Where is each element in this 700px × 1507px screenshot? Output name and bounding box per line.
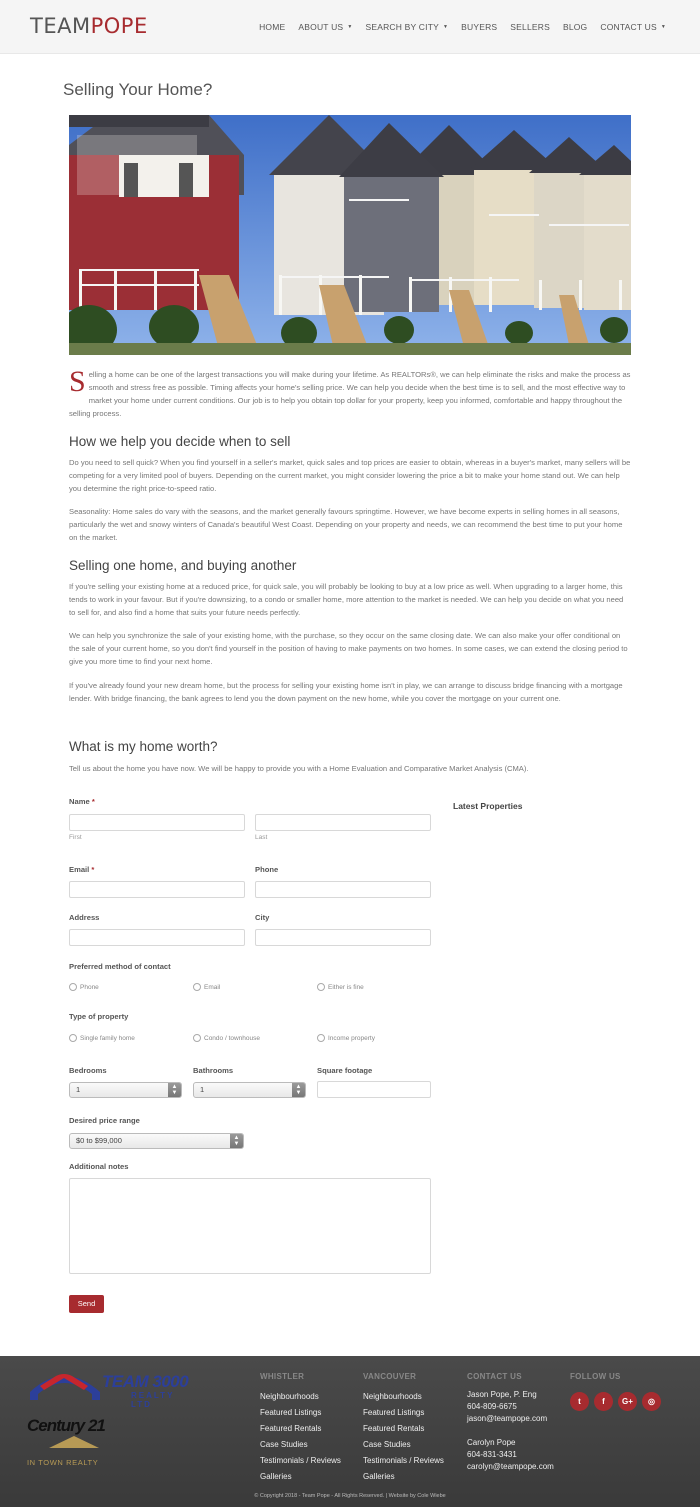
select-arrows-icon: ▲ ▼ bbox=[230, 1134, 243, 1148]
logo-text-team: TEAM bbox=[30, 14, 91, 38]
section2-paragraph-3: If you've already found your new dream home, but the process for selling your existing home isn't in play, we can arrange to discuss bridge financing with a mortgage lender. With bridge financing, the bank agrees to lend you the down payment on the new home, while you cover the mortgage on your current one. bbox=[69, 681, 623, 703]
radio-circle[interactable] bbox=[193, 983, 201, 991]
section2-paragraph-1: If you're selling your existing home at a reduced price, for quick sale, you will probably be looking to buy at a low price as well. When upgrading to a larger home, this tends to work in your favour. But if you're downsizing, to a condo or smaller home, more attention to the market is needed. We can help you decide on what you need to sell for, and also find a home that suits your future needs perfectly. bbox=[69, 582, 624, 617]
required-mark: * bbox=[91, 797, 95, 806]
notes-label: Additional notes bbox=[69, 1162, 129, 1171]
label-text: Name bbox=[69, 797, 90, 806]
first-name-input[interactable] bbox=[69, 814, 245, 831]
nav-label: SEARCH BY CITY bbox=[365, 22, 439, 32]
site-header bbox=[0, 0, 700, 54]
footer-heading-follow: FOLLOW US bbox=[570, 1372, 621, 1381]
radio-label: Either is fine bbox=[328, 983, 364, 991]
sqft-input[interactable] bbox=[317, 1081, 431, 1098]
caret-down-icon: ▼ bbox=[442, 24, 449, 30]
address-input[interactable] bbox=[69, 929, 245, 946]
select-value: $0 to $99,000 bbox=[76, 1136, 122, 1145]
radio-contact-email[interactable] bbox=[193, 983, 220, 991]
bedrooms-select[interactable] bbox=[69, 1082, 182, 1098]
footer-col-whistler bbox=[260, 1369, 341, 1485]
email-label bbox=[69, 865, 94, 874]
section2-paragraph-2: We can help you synchronize the sale of your existing home, with the purchase, so they occur on the same closing date. We can also make your offer conditional on the sale of your current home, so you don't find yourself in the position of having to make payments on two homes. In some cases, we can extend the closing period to give you more time to find your next home. bbox=[69, 631, 628, 666]
footer-link[interactable]: Neighbourhoods bbox=[363, 1392, 422, 1401]
radio-property-income[interactable] bbox=[317, 1034, 375, 1042]
copyright-text: © Copyright 2018 - Team Pope - All Rights Reserved. | Website by Cole Wiebe bbox=[254, 1493, 446, 1499]
contact1-phone[interactable]: 604-809-6675 bbox=[467, 1402, 517, 1411]
footer-heading-vancouver: VANCOUVER bbox=[363, 1372, 417, 1381]
radio-label: Email bbox=[204, 983, 221, 991]
contact2-email[interactable]: carolyn@teampope.com bbox=[467, 1462, 554, 1471]
dropcap: S bbox=[69, 365, 86, 398]
nav-label: SELLERS bbox=[510, 22, 550, 32]
footer-link[interactable]: Case Studies bbox=[363, 1440, 411, 1449]
instagram-icon[interactable]: ◎ bbox=[642, 1392, 661, 1411]
footer-col-vancouver bbox=[363, 1369, 444, 1485]
logo-text-pope: POPE bbox=[90, 14, 148, 38]
contact1-email[interactable]: jason@teampope.com bbox=[467, 1414, 548, 1423]
radio-label: Income property bbox=[328, 1034, 375, 1042]
bathrooms-select[interactable] bbox=[193, 1082, 306, 1098]
radio-contact-phone[interactable] bbox=[69, 983, 99, 991]
google-plus-icon[interactable]: G+ bbox=[618, 1392, 637, 1411]
brand1-text: TEAM 3000 bbox=[102, 1372, 189, 1391]
section-title-when-to-sell: How we help you decide when to sell bbox=[69, 434, 291, 449]
radio-label: Condo / townhouse bbox=[204, 1034, 261, 1042]
nav-item-buyers[interactable] bbox=[461, 22, 497, 32]
contact2-name: Carolyn Pope bbox=[467, 1438, 516, 1447]
site-logo[interactable] bbox=[30, 14, 148, 38]
phone-label: Phone bbox=[255, 865, 279, 874]
footer-link[interactable]: Featured Rentals bbox=[363, 1424, 425, 1433]
bathrooms-label: Bathrooms bbox=[193, 1066, 234, 1075]
radio-circle[interactable] bbox=[69, 1034, 77, 1042]
footer-link[interactable]: Featured Rentals bbox=[260, 1424, 322, 1433]
team3000-logo bbox=[26, 1366, 198, 1409]
house-roof-icon bbox=[26, 1366, 106, 1406]
radio-label: Single family home bbox=[80, 1034, 135, 1042]
nav-item-contact-us[interactable] bbox=[600, 22, 666, 32]
footer-link[interactable]: Case Studies bbox=[260, 1440, 308, 1449]
century21-house-icon bbox=[49, 1436, 99, 1448]
section-title-selling-buying: Selling one home, and buying another bbox=[69, 558, 297, 573]
nav-item-search-by-city[interactable] bbox=[365, 22, 448, 32]
email-input[interactable] bbox=[69, 881, 245, 898]
select-arrows-icon: ▲ ▼ bbox=[168, 1083, 181, 1097]
section1-paragraph-2: Seasonality: Home sales do vary with the seasons, and the market generally favours springtime. However, we have become experts in selling homes in all seasons, particularly the wet and snowy winters of Canada's beautiful West Coast. Depending on your property and needs, we can recommend the best time to put your home on the market. bbox=[69, 507, 623, 542]
brand2-sub: IN TOWN REALTY bbox=[27, 1458, 99, 1467]
radio-contact-either[interactable] bbox=[317, 983, 364, 991]
property-type-label: Type of property bbox=[69, 1012, 129, 1021]
city-input[interactable] bbox=[255, 929, 431, 946]
nav-label: BUYERS bbox=[461, 22, 498, 32]
notes-textarea[interactable] bbox=[69, 1178, 431, 1274]
radio-label: Phone bbox=[80, 983, 99, 991]
send-button[interactable]: Send bbox=[69, 1295, 104, 1313]
nav-item-home[interactable] bbox=[259, 22, 285, 32]
address-label: Address bbox=[69, 913, 100, 922]
contact1-name: Jason Pope, P. Eng bbox=[467, 1390, 537, 1399]
contact2-phone[interactable]: 604-831-3431 bbox=[467, 1450, 517, 1459]
social-links bbox=[570, 1392, 661, 1411]
last-sublabel: Last bbox=[255, 834, 268, 841]
footer-heading-whistler: WHISTLER bbox=[260, 1372, 305, 1381]
radio-circle[interactable] bbox=[317, 1034, 325, 1042]
main-nav bbox=[259, 22, 666, 32]
nav-label: ABOUT US bbox=[298, 22, 344, 32]
required-mark: * bbox=[91, 865, 95, 874]
sqft-label: Square footage bbox=[317, 1066, 373, 1075]
nav-item-about-us[interactable] bbox=[298, 22, 352, 32]
nav-label: CONTACT US bbox=[600, 22, 657, 32]
label-text: Email bbox=[69, 865, 90, 874]
section-title-home-worth: What is my home worth? bbox=[69, 739, 218, 754]
brand1-sub: REALTY LTD bbox=[131, 1391, 175, 1409]
phone-input[interactable] bbox=[255, 881, 431, 898]
radio-circle[interactable] bbox=[193, 1034, 201, 1042]
nav-item-sellers[interactable] bbox=[510, 22, 550, 32]
caret-down-icon: ▼ bbox=[660, 24, 666, 30]
century21-logo bbox=[27, 1416, 117, 1470]
footer-link[interactable]: Galleries bbox=[260, 1472, 292, 1481]
name-label bbox=[69, 797, 95, 806]
footer-link[interactable]: Featured Listings bbox=[260, 1408, 322, 1417]
hero-image-townhouses bbox=[69, 115, 631, 355]
footer-link[interactable]: Testimonials / Reviews bbox=[260, 1456, 341, 1465]
contact-spacer bbox=[467, 1425, 554, 1437]
nav-item-blog[interactable] bbox=[563, 22, 587, 32]
footer-link[interactable]: Featured Listings bbox=[363, 1408, 425, 1417]
facebook-icon[interactable]: f bbox=[594, 1392, 613, 1411]
price-range-label: Desired price range bbox=[69, 1116, 140, 1125]
price-range-select[interactable] bbox=[69, 1133, 244, 1149]
bedrooms-label: Bedrooms bbox=[69, 1066, 107, 1075]
footer-col-contact bbox=[467, 1369, 554, 1473]
footer-link[interactable]: Galleries bbox=[363, 1472, 395, 1481]
footer-col-follow bbox=[570, 1369, 621, 1389]
city-label: City bbox=[255, 913, 270, 922]
section3-paragraph-1: Tell us about the home you have now. We will be happy to provide you with a Home Evaluation and Comparative Market Analysis (CMA). bbox=[69, 764, 529, 773]
nav-label: BLOG bbox=[562, 22, 588, 32]
radio-property-single-family[interactable] bbox=[69, 1034, 135, 1042]
footer-link[interactable]: Neighbourhoods bbox=[260, 1392, 319, 1401]
footer-heading-contact: CONTACT US bbox=[467, 1372, 522, 1381]
brand2-text: Century 21 bbox=[27, 1416, 105, 1435]
last-name-input[interactable] bbox=[255, 814, 431, 831]
footer-link[interactable]: Testimonials / Reviews bbox=[363, 1456, 444, 1465]
nav-label: HOME bbox=[259, 22, 286, 32]
intro-text: elling a home can be one of the largest transactions you will make during your lifetime. As REALTORs®, we can help eliminate the risks and make the process as smooth and stress free as possible. Timing affects your home's selling price. We can help you decide when the best time is to sell, and the most effective way to market your home under current conditions. Our job is to help you obtain top dollar for your property, keep you informed, comfortable and happy throughout the selling process. bbox=[69, 370, 631, 418]
radio-circle[interactable] bbox=[317, 983, 325, 991]
radio-property-condo[interactable] bbox=[193, 1034, 260, 1042]
select-arrows-icon: ▲ ▼ bbox=[292, 1083, 305, 1097]
first-sublabel: First bbox=[69, 834, 82, 841]
page-title: Selling Your Home? bbox=[63, 80, 213, 99]
contact-method-label: Preferred method of contact bbox=[69, 962, 171, 971]
radio-circle[interactable] bbox=[69, 983, 77, 991]
select-value: 1 bbox=[200, 1085, 205, 1094]
section1-paragraph-1: Do you need to sell quick? When you find yourself in a seller's market, quick sales and top prices are easier to obtain, whereas in a buyer's market, many sellers will be competing for a very limited pool of buyers. Depending on the current market, you might consider lowering the price a bit to make your home stand out. We can help you determine the right price-to-speed ratio. bbox=[69, 458, 631, 493]
intro-paragraph bbox=[69, 365, 631, 420]
caret-down-icon: ▼ bbox=[347, 24, 353, 30]
latest-properties-title: Latest Properties bbox=[453, 801, 523, 811]
select-value: 1 bbox=[76, 1085, 81, 1094]
twitter-icon[interactable]: t bbox=[570, 1392, 589, 1411]
